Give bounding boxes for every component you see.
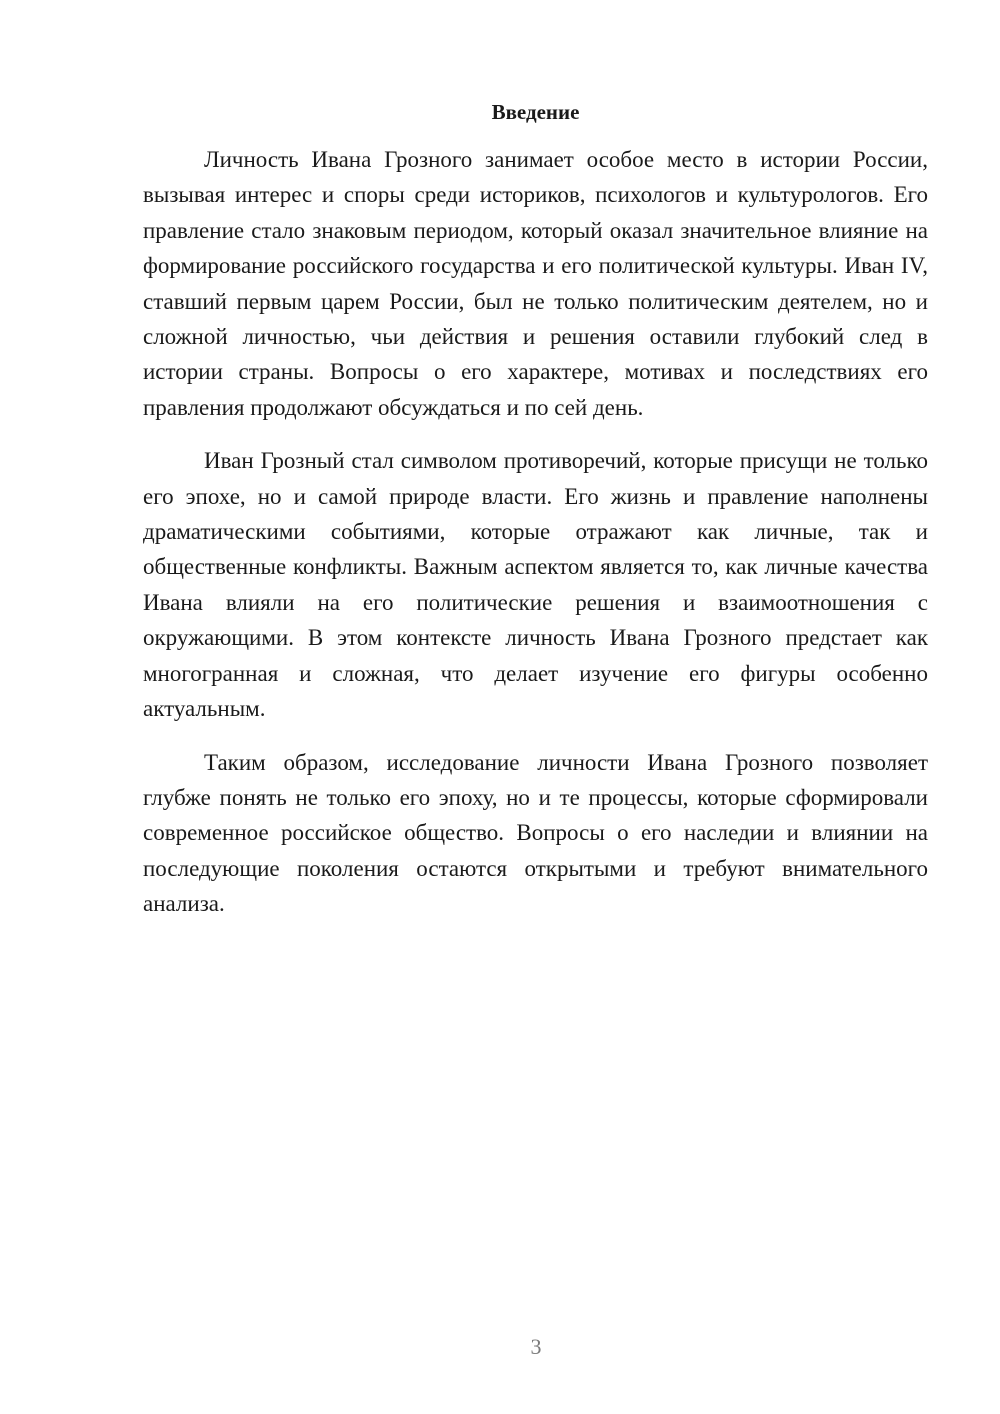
paragraph-2: Иван Грозный стал символом противоречий, которые присущи не только его эпохе, но и самой природе власти. Его жизнь и правление наполнены драматическими событиями, которые отражают как личные, так и общественные конфликты. Важным аспектом является то, как личные качества Ивана влияли на его политические решения и взаимоотношения с окружающими. В этом контексте личность Ивана Грозного предстает как многогранная и сложная, что делает изучение его фигуры особенно актуальным. bbox=[143, 448, 928, 722]
paragraph-1: Личность Ивана Грозного занимает особое место в истории России, вызывая интерес и споры среди историков, психологов и культурологов. Его правление стало знаковым периодом, который оказал значительное влияние на формирование российского государства и его политической культуры. Иван IV, ставший первым царем России, был не только политическим деятелем, но и сложной личностью, чьи действия и решения оставили глубокий след в истории страны. Вопросы о его характере, мотивах и последствиях его правления продолжают обсуждаться и по сей день. bbox=[143, 147, 928, 420]
page-number: 3 bbox=[530, 1334, 542, 1359]
paragraph-3: Таким образом, исследование личности Ивана Грозного позволяет глубже понять не только его эпоху, но и те процессы, которые сформировали современное российское общество. Вопросы о его наследии и влиянии на последующие поколения остаются открытыми и требуют внимательного анализа. bbox=[143, 749, 928, 917]
body-text bbox=[143, 142, 928, 940]
section-title: Введение bbox=[491, 100, 580, 124]
